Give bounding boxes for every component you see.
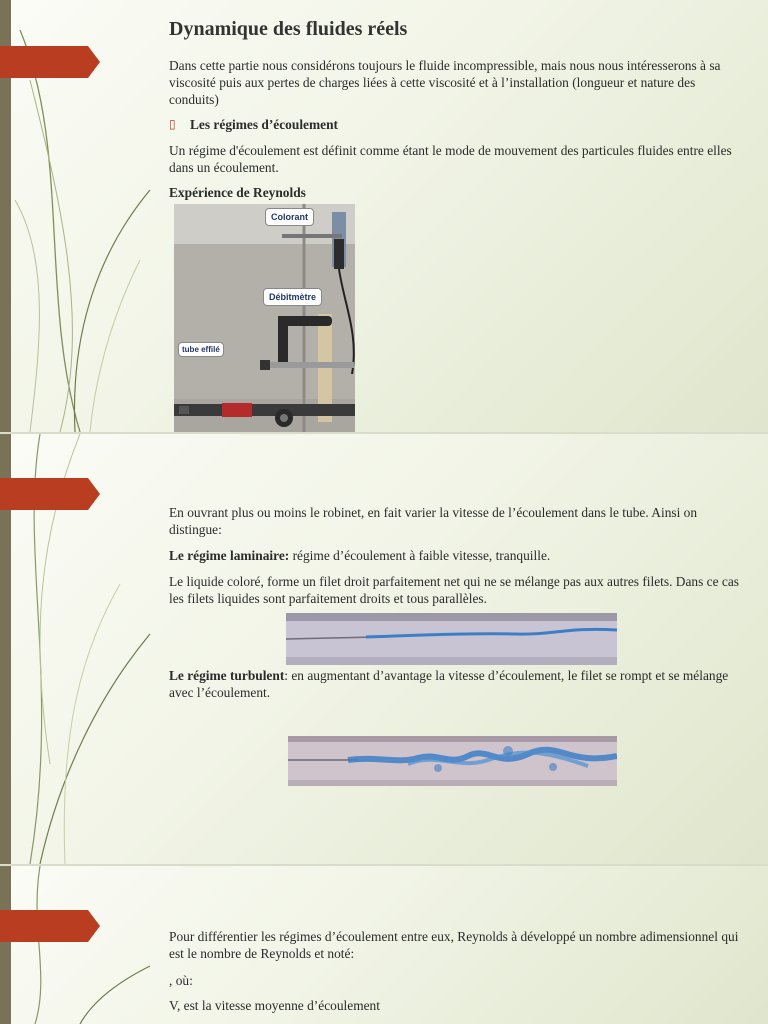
- laminar-flow-illustration: [286, 613, 617, 665]
- flow-intro-text: En ouvrant plus ou moins le robinet, en fait varier la vitesse de l’écoulement dans le tube. Ainsi on distingue:: [169, 505, 698, 537]
- bullet-icon: ▯: [169, 117, 176, 131]
- turbulent-flow-illustration: [288, 736, 617, 786]
- velocity-definition: V, est la vitesse moyenne d’écoulement: [169, 998, 380, 1013]
- where-text: , où:: [169, 973, 193, 988]
- laminar-label: Le régime laminaire:: [169, 548, 290, 563]
- decorative-swirl: [0, 866, 160, 1024]
- turbulent-text: : en augmentant d’avantage la vitesse d’écoulement, le filet se rompt et se mélange avec l’écoulement.: [169, 668, 729, 700]
- callout-colorant: Colorant: [265, 208, 314, 226]
- definition-text: Un régime d'écoulement est définit comme étant le mode de mouvement des particules fluides entre elles dans un écoulement.: [169, 143, 732, 175]
- turbulent-label: Le régime turbulent: [169, 668, 285, 683]
- bullet-heading: Les régimes d’écoulement: [190, 117, 338, 132]
- apparatus-illustration: [174, 204, 355, 432]
- slide-marker: [0, 46, 100, 78]
- callout-debitmetre: Débitmètre: [263, 288, 322, 306]
- laminar-paragraph: [169, 547, 744, 564]
- intro-text: Dans cette partie nous considérons toujours le fluide incompressible, mais nous nous intéresserons à sa viscosité puis aux pertes de charges liées à cette viscosité et à l’installation (longueur et nature des conduits): [169, 58, 721, 107]
- laminar-description: Le liquide coloré, forme un filet droit parfaitement net qui ne se mélange pas aux autres filets. Dans ce cas les filets liquides sont parfaitement droits et tous parallèles.: [169, 574, 740, 606]
- slide-marker: [0, 910, 100, 942]
- experiment-heading: Expérience de Reynolds: [169, 185, 306, 200]
- slide-3: [0, 866, 768, 1024]
- turbulent-paragraph: [169, 667, 744, 701]
- callout-tube-effile: tube effilé: [178, 342, 224, 357]
- laminar-text: régime d’écoulement à faible vitesse, tranquille.: [289, 548, 551, 563]
- slide-marker: [0, 478, 100, 510]
- page-title: Dynamique des fluides réels: [169, 18, 408, 40]
- slide-1: [0, 0, 768, 432]
- reynolds-apparatus-photo: [174, 204, 355, 432]
- reynolds-intro-text: Pour différentier les régimes d’écoulement entre eux, Reynolds à développé un nombre adimensionnel qui est le nombre de Reynolds et noté:: [169, 929, 739, 961]
- slide-2: [0, 434, 768, 864]
- laminar-flow-image: [286, 613, 617, 665]
- turbulent-flow-image: [288, 736, 617, 786]
